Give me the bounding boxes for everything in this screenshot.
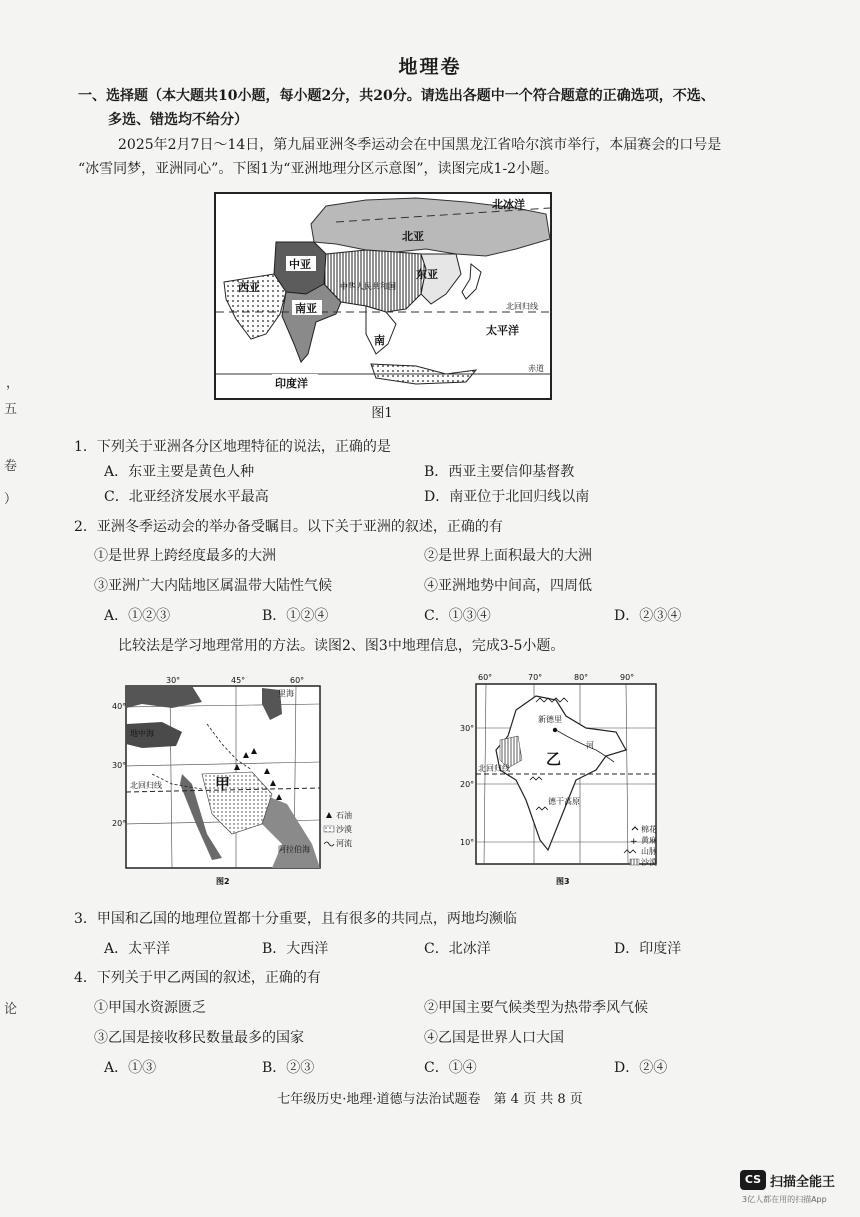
fig2-tropic: 北回归线: [130, 781, 162, 790]
label-central-asia: 中亚: [289, 258, 311, 271]
q1-stem: 1．下列关于亚洲各分区地理特征的说法，正确的是: [74, 439, 391, 455]
fig3-lon-80: 80°: [574, 673, 589, 682]
q2-option-b[interactable]: B．①②④: [262, 608, 329, 624]
page-title: 地理卷: [398, 56, 462, 78]
fig2-sea-arabian: 阿拉伯海: [278, 845, 310, 854]
fig3-legend-mountain: 山脉: [641, 847, 657, 856]
section-heading: 一、选择题（本大题共10小题，每小题2分，共20分。请选出各题中一个符合题意的正确选项，不选、: [78, 88, 715, 104]
figure-1-caption: 图1: [371, 406, 393, 421]
fig3-lat-30: 30°: [460, 724, 475, 733]
page-footer: 七年级历史·地理·道德与法治试题卷 第 4 页 共 8 页: [277, 1092, 583, 1107]
q3-option-d[interactable]: D．印度洋: [614, 941, 682, 957]
q2-statement-3: ③亚洲广大内陆地区属温带大陆性气候: [94, 578, 332, 594]
margin-fragment: ）: [4, 492, 18, 507]
label-west-asia: 西亚: [238, 281, 260, 294]
asia-regions-map: [216, 194, 550, 398]
fig2-legend-desert: 沙漠: [336, 825, 352, 834]
q4-statement-1: ①甲国水资源匮乏: [94, 1000, 206, 1016]
fig3-legend-desert: 沙漠: [641, 858, 657, 867]
fig2-lat-40: 40°: [112, 702, 127, 711]
q3-stem: 3．甲国和乙国的地理位置都十分重要，且有很多的共同点，两地均濒临: [74, 911, 517, 927]
label-north-asia: 北亚: [402, 230, 424, 243]
fig3-tropic: 北回归线: [478, 764, 510, 773]
q4-option-d[interactable]: D．②④: [614, 1060, 668, 1076]
q4-stem: 4．下列关于甲乙两国的叙述，正确的有: [74, 970, 321, 986]
camscanner-logo: CS: [740, 1170, 766, 1190]
fig2-lat-20: 20°: [112, 819, 127, 828]
fig2-sea-caspian: 里海: [278, 689, 294, 698]
intro-paragraph-line2: “冰雪同梦，亚洲同心”。下图1为“亚洲地理分区示意图”，读图完成1-2小题。: [78, 161, 559, 177]
camscanner-name: 扫描全能王: [770, 1175, 836, 1190]
figure-3-south-asia-map: [456, 670, 678, 892]
figure-3-caption: 图3: [556, 877, 570, 886]
figure-2-caption: 图2: [216, 877, 230, 886]
fig2-legend-oil: 石油: [336, 811, 352, 820]
label-arctic: 北冰洋: [492, 198, 525, 211]
q4-option-b[interactable]: B．②③: [262, 1060, 315, 1076]
q2-option-c[interactable]: C．①③④: [424, 608, 491, 624]
label-equator: 赤道: [528, 364, 544, 373]
q2-stem: 2．亚洲冬季运动会的举办备受瞩目。以下关于亚洲的叙述，正确的有: [74, 519, 503, 535]
q3-option-b[interactable]: B．大西洋: [262, 941, 329, 957]
label-china: 中华人民共和国: [340, 282, 396, 291]
margin-fragment: 卷: [4, 459, 18, 474]
q4-statement-4: ④乙国是世界人口大国: [424, 1030, 564, 1046]
fig3-legend-cotton: 棉花: [641, 825, 657, 834]
figure-1-asia-map: [214, 192, 552, 400]
camscanner-tagline: 3亿人都在用的扫描App: [742, 1195, 827, 1204]
fig3-lon-60: 60°: [478, 673, 493, 682]
label-tropic: 北回归线: [506, 302, 538, 311]
fig2-lat-30: 30°: [112, 761, 127, 770]
q2-option-a[interactable]: A．①②③: [104, 608, 171, 624]
fig2-sea-mediterranean: 地中海: [130, 729, 154, 738]
q1-option-d[interactable]: D．南亚位于北回归线以南: [424, 489, 590, 505]
label-east-asia: 东亚: [416, 268, 438, 281]
fig3-lon-70: 70°: [528, 673, 543, 682]
figure-2-west-asia-map: [112, 674, 362, 892]
q3-option-c[interactable]: C．北冰洋: [424, 941, 491, 957]
margin-fragment: 五: [4, 402, 18, 417]
south-asia-map-svg: [456, 670, 678, 892]
fig2-legend-river: 河流: [336, 839, 352, 848]
west-asia-map-svg: [112, 674, 362, 892]
label-south-asia: 南亚: [295, 302, 317, 315]
fig2-lon-60: 60°: [290, 676, 305, 685]
q4-statement-2: ②甲国主要气候类型为热带季风气候: [424, 1000, 648, 1016]
fig3-lat-10: 10°: [460, 838, 475, 847]
q1-option-c[interactable]: C．北亚经济发展水平最高: [104, 489, 269, 505]
fig3-city: 新德里: [538, 715, 562, 724]
label-southeast: 南: [374, 334, 385, 347]
svg-text:+: +: [630, 837, 638, 847]
q4-statement-3: ③乙国是接收移民数量最多的国家: [94, 1030, 304, 1046]
fig3-country-yi: 乙: [546, 750, 562, 768]
fig2-lon-30: 30°: [166, 676, 181, 685]
fig3-river: 河: [586, 741, 594, 750]
fig3-lon-90: 90°: [620, 673, 635, 682]
q1-option-a[interactable]: A．东亚主要是黄色人种: [104, 464, 255, 480]
fig2-country-jia: 甲: [215, 775, 231, 793]
fig3-legend-jute: 黄麻: [641, 836, 657, 845]
q4-option-a[interactable]: A．①③: [104, 1060, 157, 1076]
label-indian-ocean: 印度洋: [275, 377, 308, 390]
margin-fragment: 论: [4, 1002, 18, 1017]
q2-statement-4: ④亚洲地势中间高，四周低: [424, 578, 592, 594]
q2-statement-2: ②是世界上面积最大的大洲: [424, 548, 592, 564]
fig3-lat-20: 20°: [460, 780, 475, 789]
q2-option-d[interactable]: D．②③④: [614, 608, 682, 624]
fig2-lon-45: 45°: [231, 676, 246, 685]
q3-option-a[interactable]: A．太平洋: [104, 941, 171, 957]
q4-option-c[interactable]: C．①④: [424, 1060, 477, 1076]
margin-fragment: ，: [6, 376, 20, 391]
intro-paragraph-line1: 2025年2月7日～14日，第九届亚洲冬季运动会在中国黑龙江省哈尔滨市举行，本届赛会的口号是: [118, 137, 722, 153]
fig3-plateau: 德干高原: [548, 797, 580, 806]
q2-statement-1: ①是世界上跨经度最多的大洲: [94, 548, 276, 564]
label-pacific: 太平洋: [486, 324, 519, 337]
intro-paragraph-2: 比较法是学习地理常用的方法。读图2、图3中地理信息，完成3-5小题。: [118, 638, 565, 654]
q1-option-b[interactable]: B．西亚主要信仰基督教: [424, 464, 575, 480]
section-heading-cont: 多选、错选均不给分）: [108, 112, 248, 128]
